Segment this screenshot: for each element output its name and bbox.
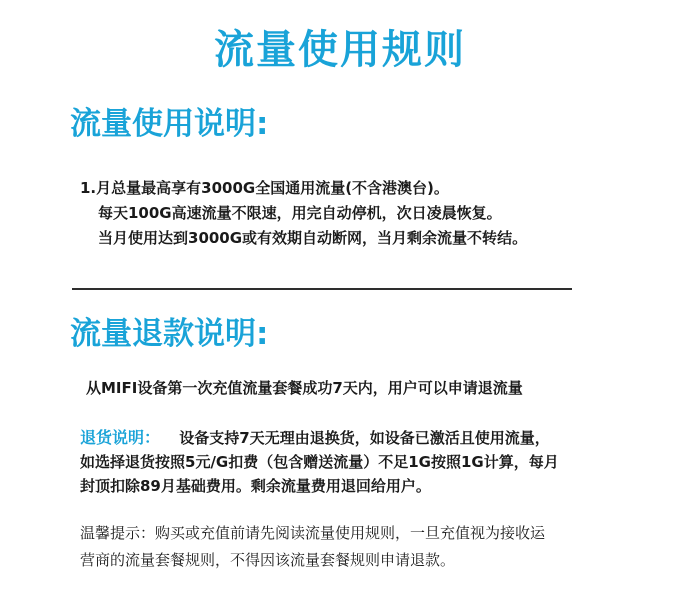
warm-tip [80, 520, 640, 574]
usage-line-1: 1.月总量最高享有3000G全国通用流量(不含港澳台)。 [80, 179, 449, 197]
refund-section-heading: 流量退款说明: [70, 316, 269, 352]
return-text-1: 设备支持7天无理由退换货，如设备已激活且使用流量， [179, 429, 550, 447]
tip-line-1: 温馨提示：购买或充值前请先阅读流量使用规则，一旦充值视为接收运 [80, 524, 546, 542]
usage-rules [80, 176, 620, 251]
usage-section-heading: 流量使用说明: [70, 106, 269, 142]
return-line-2: 如选择退货按照5元/G扣费（包含赠送流量）不足1G按照1G计算，每月 [80, 453, 559, 471]
return-policy [80, 426, 640, 498]
usage-line-3: 当月使用达到3000G或有效期自动断网，当月剩余流量不转结。 [98, 229, 528, 247]
return-line-3: 封顶扣除89月基础费用。剩余流量费用退回给用户。 [80, 477, 431, 495]
section-divider [72, 288, 572, 290]
usage-line-2: 每天100G高速流量不限速，用完自动停机，次日凌晨恢复。 [98, 204, 502, 222]
page-title: 流量使用规则 [214, 27, 466, 73]
refund-intro: 从MIFI设备第一次充值流量套餐成功7天内，用户可以申请退流量 [86, 379, 523, 397]
return-label: 退货说明： [80, 428, 161, 447]
tip-line-2: 营商的流量套餐规则，不得因该流量套餐规则申请退款。 [80, 551, 456, 569]
return-line-1 [80, 426, 640, 450]
